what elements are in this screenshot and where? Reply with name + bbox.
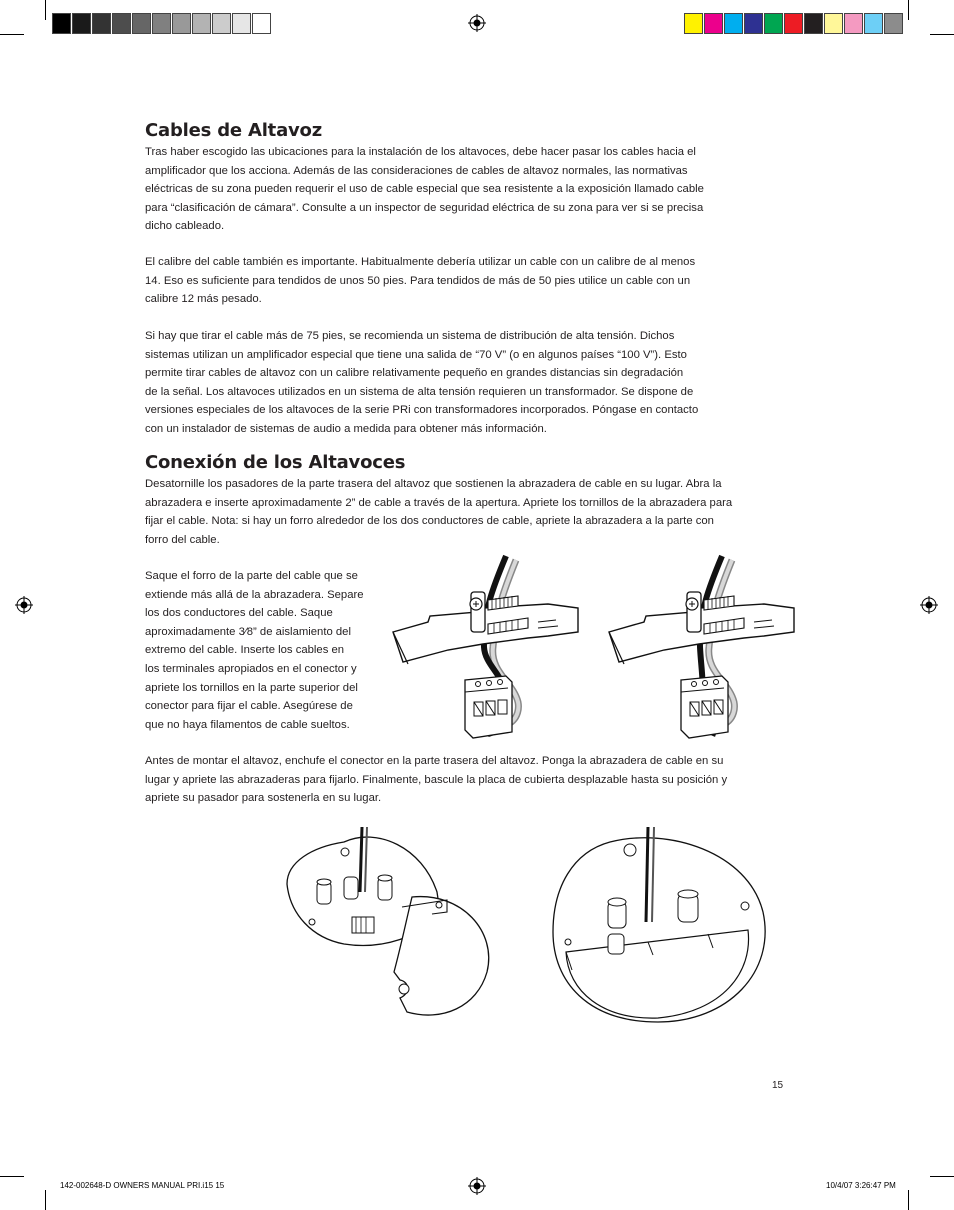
color-swatch <box>864 13 883 34</box>
color-swatch <box>804 13 823 34</box>
slug-file-info: 142-002648-D OWNERS MANUAL PRI.i15 15 <box>60 1181 225 1190</box>
color-swatch <box>52 13 71 34</box>
registration-mark-top <box>468 14 486 32</box>
color-swatch <box>744 13 763 34</box>
color-swatch <box>844 13 863 34</box>
cover-plate-closed-illustration <box>548 822 773 1027</box>
color-swatch <box>172 13 191 34</box>
color-swatch <box>72 13 91 34</box>
color-swatch <box>232 13 251 34</box>
registration-mark-bottom <box>468 1177 486 1195</box>
page-number: 15 <box>772 1080 784 1091</box>
section-heading-connection: Conexión de los Altavoces <box>145 452 406 473</box>
color-swatch <box>132 13 151 34</box>
color-swatch <box>824 13 843 34</box>
clamp-connector-illustration-left <box>388 552 593 748</box>
color-swatch <box>884 13 903 34</box>
section-heading-cables: Cables de Altavoz <box>145 120 322 141</box>
color-swatch <box>112 13 131 34</box>
paragraph-cable-routing: Tras haber escogido las ubicaciones para la instalación de los altavoces, debe hacer pasar los cables hacia el amplificador que los acciona. Además de las consideraciones de cables de altavoz normales, las normativas eléctricas de su zona pueden requerir el uso de cable especial que sea resistente a la exposición llamado cable para “clasificación de cámara”. Consulte a un inspector de seguridad eléctrica de su zona para ver si se precisa dicho cableado. <box>145 146 704 233</box>
paragraph-cable-gauge: El calibre del cable también es importante. Habitualmente debería utilizar un cable con un calibre de al menos 14. Eso es suficiente para tendidos de unos 50 pies. Para tendidos de más de 50 pies utilice un cable con un calibre 12 más pesado. <box>145 256 696 306</box>
color-swatch <box>764 13 783 34</box>
color-swatch <box>704 13 723 34</box>
paragraph-clamp-instructions: Desatornille los pasadores de la parte trasera del altavoz que sostienen la abrazadera de cable en su lugar. Abra la abrazadera e inserte aproximadamente 2” de cable a través de la apertura. Apriete los tornillos de la abrazadera para fijar el cable. Nota: si hay un forro alrededor de los dos conductores de cable, apriete la abrazadera a la parte con forro del cable. <box>145 478 733 546</box>
color-swatch <box>784 13 803 34</box>
clamp-connector-illustration-right <box>604 552 809 748</box>
slug-timestamp: 10/4/07 3:26:47 PM <box>826 1181 896 1190</box>
cover-plate-open-illustration <box>282 822 507 1027</box>
registration-mark-right <box>920 596 938 614</box>
color-swatch <box>684 13 703 34</box>
color-swatch <box>212 13 231 34</box>
color-swatch <box>252 13 271 34</box>
color-swatch <box>192 13 211 34</box>
paragraph-high-voltage: Si hay que tirar el cable más de 75 pies, se recomienda un sistema de distribución de alta tensión. Dichos sistemas utilizan un amplificador especial que tiene una salida de “70 V” (o en algunos países “100 V”). Esto permite tirar cables de altavoz con un calibre relativamente pequeño en grandes distancias sin degradación de la señal. Los altavoces utilizados en un sistema de alta tensión requieren un transformador. Se dispone de versiones especiales de los altavoces de la serie PRi con transformadores incorporados. Póngase en contacto con un instalador de sistemas de audio a medida para obtener más información. <box>145 330 699 435</box>
color-swatch <box>92 13 111 34</box>
color-swatch <box>724 13 743 34</box>
color-swatch <box>152 13 171 34</box>
paragraph-wire-stripping: Saque el forro de la parte del cable que se extiende más allá de la abrazadera. Separe los dos conductores del cable. Saque aproximadamente 3⁄8” de aislamiento del extremo del cable. Inserte los cables en los terminales apropiados en el conector y apriete los tornillos en la parte superior del conector para fijar el cable. Asegúrese de que no haya filamentos de cable sueltos. <box>145 570 364 731</box>
paragraph-mounting: Antes de montar el altavoz, enchufe el conector en la parte trasera del altavoz. Ponga la abrazadera de cable en su lugar y apriete las abrazaderas para fijarlo. Finalmente, bascule la placa de cubierta desplazable hasta su posición y apriete su pasador para sostenerla en su lugar. <box>145 755 728 805</box>
registration-mark-left <box>15 596 33 614</box>
